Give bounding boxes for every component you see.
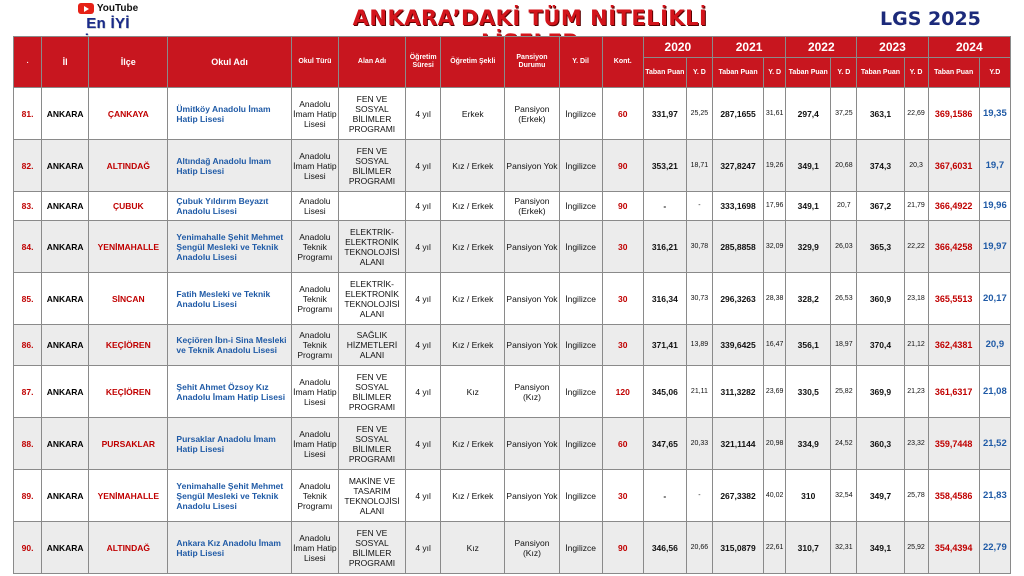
row-percentile-2024: 19,7 bbox=[979, 140, 1010, 192]
col-il: İl bbox=[42, 37, 89, 88]
col-yabanci-dil: Y. Dil bbox=[559, 37, 602, 88]
row-number: 88. bbox=[14, 418, 42, 470]
exam-year-label: LGS 2025 bbox=[880, 8, 981, 30]
row-score-2024: 358,4586 bbox=[928, 470, 979, 522]
row-percentile-2021: 16,47 bbox=[764, 325, 786, 366]
row-score-2021: 315,0879 bbox=[712, 522, 763, 574]
row-language: İngilizce bbox=[559, 325, 602, 366]
row-quota: 90 bbox=[602, 140, 643, 192]
row-duration: 4 yıl bbox=[406, 140, 441, 192]
row-dormitory: Pansiyon Yok bbox=[505, 273, 559, 325]
row-school-type: Anadolu Teknik Programı bbox=[291, 221, 338, 273]
row-school-name: Fatih Mesleki ve Teknik Anadolu Lisesi bbox=[168, 273, 291, 325]
row-percentile-2021: 40,02 bbox=[764, 470, 786, 522]
row-field: ELEKTRİK-ELEKTRONİK TEKNOLOJİSİ ALANI bbox=[338, 273, 405, 325]
row-school-type: Anadolu Teknik Programı bbox=[291, 470, 338, 522]
row-score-2021: 333,1698 bbox=[712, 192, 763, 221]
row-percentile-2021: 28,38 bbox=[764, 273, 786, 325]
row-score-2020: 347,65 bbox=[643, 418, 686, 470]
table-row bbox=[14, 221, 1011, 273]
row-percentile-2022: 26,53 bbox=[831, 273, 857, 325]
row-duration: 4 yıl bbox=[406, 88, 441, 140]
row-school-type: Anadolu Lisesi bbox=[291, 192, 338, 221]
col-ogretim-sekli: Öğretim Şekli bbox=[441, 37, 505, 88]
row-score-2023: 349,1 bbox=[857, 522, 904, 574]
row-number: 87. bbox=[14, 366, 42, 418]
row-school-name: Ankara Kız Anadolu İmam Hatip Lisesi bbox=[168, 522, 291, 574]
row-number: 82. bbox=[14, 140, 42, 192]
table-row bbox=[14, 522, 1011, 574]
row-school-name: Pursaklar Anadolu İmam Hatip Lisesi bbox=[168, 418, 291, 470]
row-il: ANKARA bbox=[42, 325, 89, 366]
channel-brand: En İYİ bbox=[52, 15, 164, 53]
row-duration: 4 yıl bbox=[406, 418, 441, 470]
row-number: 84. bbox=[14, 221, 42, 273]
row-ilce: PURSAKLAR bbox=[89, 418, 168, 470]
row-il: ANKARA bbox=[42, 470, 89, 522]
row-percentile-2020: - bbox=[686, 470, 712, 522]
col-year-2024: 2024 bbox=[928, 37, 1010, 58]
row-duration: 4 yıl bbox=[406, 470, 441, 522]
row-ilce: YENİMAHALLE bbox=[89, 470, 168, 522]
row-score-2022: 328,2 bbox=[786, 273, 831, 325]
row-percentile-2022: 32,31 bbox=[831, 522, 857, 574]
row-language: İngilizce bbox=[559, 88, 602, 140]
row-language: İngilizce bbox=[559, 366, 602, 418]
row-il: ANKARA bbox=[42, 192, 89, 221]
row-score-2024: 354,4394 bbox=[928, 522, 979, 574]
row-score-2020: 345,06 bbox=[643, 366, 686, 418]
row-percentile-2022: 32,54 bbox=[831, 470, 857, 522]
row-education-type: Erkek bbox=[441, 88, 505, 140]
row-percentile-2022: 25,82 bbox=[831, 366, 857, 418]
table-body bbox=[14, 88, 1011, 574]
col-kontenjan: Kont. bbox=[602, 37, 643, 88]
row-school-type: Anadolu Teknik Programı bbox=[291, 325, 338, 366]
row-percentile-2021: 31,61 bbox=[764, 88, 786, 140]
youtube-label: YouTube bbox=[96, 3, 139, 14]
row-quota: 30 bbox=[602, 273, 643, 325]
row-percentile-2022: 26,03 bbox=[831, 221, 857, 273]
row-score-2021: 267,3382 bbox=[712, 470, 763, 522]
row-score-2023: 363,1 bbox=[857, 88, 904, 140]
row-percentile-2023: 25,78 bbox=[904, 470, 928, 522]
col-ilce: İlçe bbox=[89, 37, 168, 88]
table-row bbox=[14, 418, 1011, 470]
row-percentile-2023: 25,92 bbox=[904, 522, 928, 574]
row-school-type: Anadolu Teknik Programı bbox=[291, 273, 338, 325]
row-score-2020: 346,56 bbox=[643, 522, 686, 574]
col-yd-2020: Y. D bbox=[686, 58, 712, 88]
row-school-type: Anadolu İmam Hatip Lisesi bbox=[291, 88, 338, 140]
row-score-2023: 370,4 bbox=[857, 325, 904, 366]
row-percentile-2020: 20,66 bbox=[686, 522, 712, 574]
table-row bbox=[14, 325, 1011, 366]
row-percentile-2020: 13,89 bbox=[686, 325, 712, 366]
row-score-2021: 285,8858 bbox=[712, 221, 763, 273]
row-number: 81. bbox=[14, 88, 42, 140]
row-score-2023: 349,7 bbox=[857, 470, 904, 522]
row-dormitory: Pansiyon Yok bbox=[505, 418, 559, 470]
row-school-name: Yenimahalle Şehit Mehmet Şengül Mesleki ve Teknik Anadolu Lisesi bbox=[168, 470, 291, 522]
row-score-2020: - bbox=[643, 470, 686, 522]
row-field: FEN VE SOSYAL BİLİMLER PROGRAMI bbox=[338, 88, 405, 140]
row-score-2024: 361,6317 bbox=[928, 366, 979, 418]
col-yd-2022: Y. D bbox=[831, 58, 857, 88]
row-score-2021: 287,1655 bbox=[712, 88, 763, 140]
row-percentile-2023: 23,32 bbox=[904, 418, 928, 470]
row-field: FEN VE SOSYAL BİLİMLER PROGRAMI bbox=[338, 140, 405, 192]
row-percentile-2022: 37,25 bbox=[831, 88, 857, 140]
row-score-2023: 369,9 bbox=[857, 366, 904, 418]
row-language: İngilizce bbox=[559, 221, 602, 273]
row-education-type: Kız / Erkek bbox=[441, 273, 505, 325]
row-il: ANKARA bbox=[42, 522, 89, 574]
row-duration: 4 yıl bbox=[406, 522, 441, 574]
row-dormitory: Pansiyon (Kız) bbox=[505, 522, 559, 574]
col-year-2020: 2020 bbox=[643, 37, 712, 58]
col-pansiyon: Pansiyon Durumu bbox=[505, 37, 559, 88]
row-score-2024: 362,4381 bbox=[928, 325, 979, 366]
row-school-type: Anadolu İmam Hatip Lisesi bbox=[291, 522, 338, 574]
col-yd-2021: Y. D bbox=[764, 58, 786, 88]
page-header bbox=[0, 0, 1024, 36]
row-percentile-2020: 18,71 bbox=[686, 140, 712, 192]
row-percentile-2024: 21,83 bbox=[979, 470, 1010, 522]
row-quota: 120 bbox=[602, 366, 643, 418]
row-percentile-2020: 25,25 bbox=[686, 88, 712, 140]
row-school-name: Şehit Ahmet Özsoy Kız Anadolu İmam Hatip Lisesi bbox=[168, 366, 291, 418]
row-language: İngilizce bbox=[559, 140, 602, 192]
row-quota: 30 bbox=[602, 325, 643, 366]
row-duration: 4 yıl bbox=[406, 366, 441, 418]
row-score-2022: 349,1 bbox=[786, 140, 831, 192]
row-score-2024: 369,1586 bbox=[928, 88, 979, 140]
col-taban-puan-2022: Taban Puan bbox=[786, 58, 831, 88]
row-dormitory: Pansiyon Yok bbox=[505, 140, 559, 192]
row-percentile-2022: 24,52 bbox=[831, 418, 857, 470]
row-school-type: Anadolu İmam Hatip Lisesi bbox=[291, 418, 338, 470]
row-score-2023: 360,3 bbox=[857, 418, 904, 470]
row-score-2022: 356,1 bbox=[786, 325, 831, 366]
row-ilce: ALTINDAĞ bbox=[89, 140, 168, 192]
row-quota: 30 bbox=[602, 221, 643, 273]
table-row bbox=[14, 140, 1011, 192]
table-row bbox=[14, 470, 1011, 522]
row-ilce: SİNCAN bbox=[89, 273, 168, 325]
row-percentile-2020: 30,78 bbox=[686, 221, 712, 273]
row-percentile-2021: 20,98 bbox=[764, 418, 786, 470]
row-percentile-2021: 17,96 bbox=[764, 192, 786, 221]
row-field: ELEKTRİK-ELEKTRONİK TEKNOLOJİSİ ALANI bbox=[338, 221, 405, 273]
row-language: İngilizce bbox=[559, 522, 602, 574]
row-ilce: ÇANKAYA bbox=[89, 88, 168, 140]
channel-logo bbox=[52, 2, 164, 36]
row-percentile-2024: 21,52 bbox=[979, 418, 1010, 470]
row-dormitory: Pansiyon (Erkek) bbox=[505, 88, 559, 140]
row-percentile-2023: 22,69 bbox=[904, 88, 928, 140]
row-percentile-2021: 22,61 bbox=[764, 522, 786, 574]
row-percentile-2024: 20,9 bbox=[979, 325, 1010, 366]
col-year-2021: 2021 bbox=[712, 37, 785, 58]
table-row bbox=[14, 192, 1011, 221]
row-duration: 4 yıl bbox=[406, 192, 441, 221]
row-ilce: KEÇİÖREN bbox=[89, 325, 168, 366]
row-score-2024: 367,6031 bbox=[928, 140, 979, 192]
row-number: 90. bbox=[14, 522, 42, 574]
row-language: İngilizce bbox=[559, 470, 602, 522]
row-score-2020: - bbox=[643, 192, 686, 221]
youtube-play-icon bbox=[78, 3, 94, 14]
col-yd-2024: Y.D bbox=[979, 58, 1010, 88]
row-language: İngilizce bbox=[559, 418, 602, 470]
row-percentile-2023: 20,3 bbox=[904, 140, 928, 192]
youtube-badge bbox=[52, 2, 164, 15]
row-field bbox=[338, 192, 405, 221]
col-taban-puan-2024: Taban Puan bbox=[928, 58, 979, 88]
row-percentile-2022: 20,68 bbox=[831, 140, 857, 192]
row-percentile-2024: 19,96 bbox=[979, 192, 1010, 221]
row-quota: 90 bbox=[602, 192, 643, 221]
row-score-2022: 297,4 bbox=[786, 88, 831, 140]
col-no: . bbox=[14, 37, 42, 88]
row-education-type: Kız / Erkek bbox=[441, 325, 505, 366]
row-score-2021: 339,6425 bbox=[712, 325, 763, 366]
row-percentile-2021: 32,09 bbox=[764, 221, 786, 273]
row-score-2022: 310,7 bbox=[786, 522, 831, 574]
row-percentile-2023: 23,18 bbox=[904, 273, 928, 325]
row-score-2024: 359,7448 bbox=[928, 418, 979, 470]
row-dormitory: Pansiyon Yok bbox=[505, 470, 559, 522]
row-language: İngilizce bbox=[559, 273, 602, 325]
row-ilce: ÇUBUK bbox=[89, 192, 168, 221]
row-il: ANKARA bbox=[42, 140, 89, 192]
row-school-type: Anadolu İmam Hatip Lisesi bbox=[291, 140, 338, 192]
row-field: FEN VE SOSYAL BİLİMLER PROGRAMI bbox=[338, 522, 405, 574]
row-quota: 90 bbox=[602, 522, 643, 574]
row-percentile-2020: 20,33 bbox=[686, 418, 712, 470]
row-field: FEN VE SOSYAL BİLİMLER PROGRAMI bbox=[338, 366, 405, 418]
row-duration: 4 yıl bbox=[406, 273, 441, 325]
row-score-2022: 349,1 bbox=[786, 192, 831, 221]
col-okul-adi: Okul Adı bbox=[168, 37, 291, 88]
table-row bbox=[14, 88, 1011, 140]
row-percentile-2021: 19,26 bbox=[764, 140, 786, 192]
row-il: ANKARA bbox=[42, 418, 89, 470]
row-il: ANKARA bbox=[42, 366, 89, 418]
row-percentile-2021: 23,69 bbox=[764, 366, 786, 418]
row-score-2023: 374,3 bbox=[857, 140, 904, 192]
row-number: 86. bbox=[14, 325, 42, 366]
row-score-2020: 316,21 bbox=[643, 221, 686, 273]
row-percentile-2020: 30,73 bbox=[686, 273, 712, 325]
row-language: İngilizce bbox=[559, 192, 602, 221]
col-taban-puan-2020: Taban Puan bbox=[643, 58, 686, 88]
row-education-type: Kız / Erkek bbox=[441, 221, 505, 273]
row-field: FEN VE SOSYAL BİLİMLER PROGRAMI bbox=[338, 418, 405, 470]
row-percentile-2024: 19,35 bbox=[979, 88, 1010, 140]
row-score-2020: 371,41 bbox=[643, 325, 686, 366]
row-score-2022: 334,9 bbox=[786, 418, 831, 470]
row-education-type: Kız / Erkek bbox=[441, 140, 505, 192]
row-score-2023: 360,9 bbox=[857, 273, 904, 325]
col-year-2023: 2023 bbox=[857, 37, 928, 58]
row-score-2021: 321,1144 bbox=[712, 418, 763, 470]
row-score-2020: 316,34 bbox=[643, 273, 686, 325]
row-number: 83. bbox=[14, 192, 42, 221]
col-taban-puan-2023: Taban Puan bbox=[857, 58, 904, 88]
row-percentile-2023: 22,22 bbox=[904, 221, 928, 273]
row-score-2020: 353,21 bbox=[643, 140, 686, 192]
row-number: 85. bbox=[14, 273, 42, 325]
row-duration: 4 yıl bbox=[406, 325, 441, 366]
row-ilce: ALTINDAĞ bbox=[89, 522, 168, 574]
page-title: ANKARA’DAKİ TÜM NİTELİKLİ bbox=[352, 6, 708, 30]
row-quota: 30 bbox=[602, 470, 643, 522]
col-year-2022: 2022 bbox=[786, 37, 857, 58]
row-education-type: Kız bbox=[441, 522, 505, 574]
row-score-2020: 331,97 bbox=[643, 88, 686, 140]
schools-table bbox=[13, 36, 1011, 574]
row-duration: 4 yıl bbox=[406, 221, 441, 273]
row-school-type: Anadolu İmam Hatip Lisesi bbox=[291, 366, 338, 418]
row-percentile-2023: 21,23 bbox=[904, 366, 928, 418]
row-education-type: Kız / Erkek bbox=[441, 192, 505, 221]
row-score-2023: 367,2 bbox=[857, 192, 904, 221]
header-row-1 bbox=[14, 37, 1011, 58]
row-score-2021: 311,3282 bbox=[712, 366, 763, 418]
row-percentile-2023: 21,79 bbox=[904, 192, 928, 221]
row-school-name: Yenimahalle Şehit Mehmet Şengül Mesleki ve Teknik Anadolu Lisesi bbox=[168, 221, 291, 273]
row-il: ANKARA bbox=[42, 273, 89, 325]
row-percentile-2020: 21,11 bbox=[686, 366, 712, 418]
row-ilce: KEÇİÖREN bbox=[89, 366, 168, 418]
row-percentile-2024: 22,79 bbox=[979, 522, 1010, 574]
row-il: ANKARA bbox=[42, 221, 89, 273]
row-education-type: Kız bbox=[441, 366, 505, 418]
row-score-2022: 330,5 bbox=[786, 366, 831, 418]
row-school-name: Altındağ Anadolu İmam Hatip Lisesi bbox=[168, 140, 291, 192]
row-dormitory: Pansiyon Yok bbox=[505, 221, 559, 273]
row-score-2024: 366,4258 bbox=[928, 221, 979, 273]
col-alan-adi: Alan Adı bbox=[338, 37, 405, 88]
row-dormitory: Pansiyon (Erkek) bbox=[505, 192, 559, 221]
row-education-type: Kız / Erkek bbox=[441, 470, 505, 522]
row-il: ANKARA bbox=[42, 88, 89, 140]
row-quota: 60 bbox=[602, 88, 643, 140]
col-yd-2023: Y. D bbox=[904, 58, 928, 88]
row-score-2024: 366,4922 bbox=[928, 192, 979, 221]
row-percentile-2024: 20,17 bbox=[979, 273, 1010, 325]
row-percentile-2024: 19,97 bbox=[979, 221, 1010, 273]
row-number: 89. bbox=[14, 470, 42, 522]
row-school-name: Ümitköy Anadolu İmam Hatip Lisesi bbox=[168, 88, 291, 140]
row-education-type: Kız / Erkek bbox=[441, 418, 505, 470]
row-score-2023: 365,3 bbox=[857, 221, 904, 273]
col-taban-puan-2021: Taban Puan bbox=[712, 58, 763, 88]
col-okul-turu: Okul Türü bbox=[291, 37, 338, 88]
row-score-2022: 329,9 bbox=[786, 221, 831, 273]
row-ilce: YENİMAHALLE bbox=[89, 221, 168, 273]
row-dormitory: Pansiyon (Kız) bbox=[505, 366, 559, 418]
row-school-name: Keçiören İbn-i Sina Mesleki ve Teknik Anadolu Lisesi bbox=[168, 325, 291, 366]
table-row bbox=[14, 366, 1011, 418]
row-dormitory: Pansiyon Yok bbox=[505, 325, 559, 366]
table-row bbox=[14, 273, 1011, 325]
row-score-2021: 327,8247 bbox=[712, 140, 763, 192]
row-quota: 60 bbox=[602, 418, 643, 470]
row-score-2024: 365,5513 bbox=[928, 273, 979, 325]
row-percentile-2022: 18,97 bbox=[831, 325, 857, 366]
row-score-2021: 296,3263 bbox=[712, 273, 763, 325]
col-ogretim-suresi: Öğretim Süresi bbox=[406, 37, 441, 88]
row-field: MAKİNE VE TASARIM TEKNOLOJİSİ ALANI bbox=[338, 470, 405, 522]
row-percentile-2022: 20,7 bbox=[831, 192, 857, 221]
row-score-2022: 310 bbox=[786, 470, 831, 522]
row-percentile-2020: - bbox=[686, 192, 712, 221]
row-percentile-2023: 21,12 bbox=[904, 325, 928, 366]
row-percentile-2024: 21,08 bbox=[979, 366, 1010, 418]
row-school-name: Çubuk Yıldırım Beyazıt Anadolu Lisesi bbox=[168, 192, 291, 221]
row-field: SAĞLIK HİZMETLERİ ALANI bbox=[338, 325, 405, 366]
